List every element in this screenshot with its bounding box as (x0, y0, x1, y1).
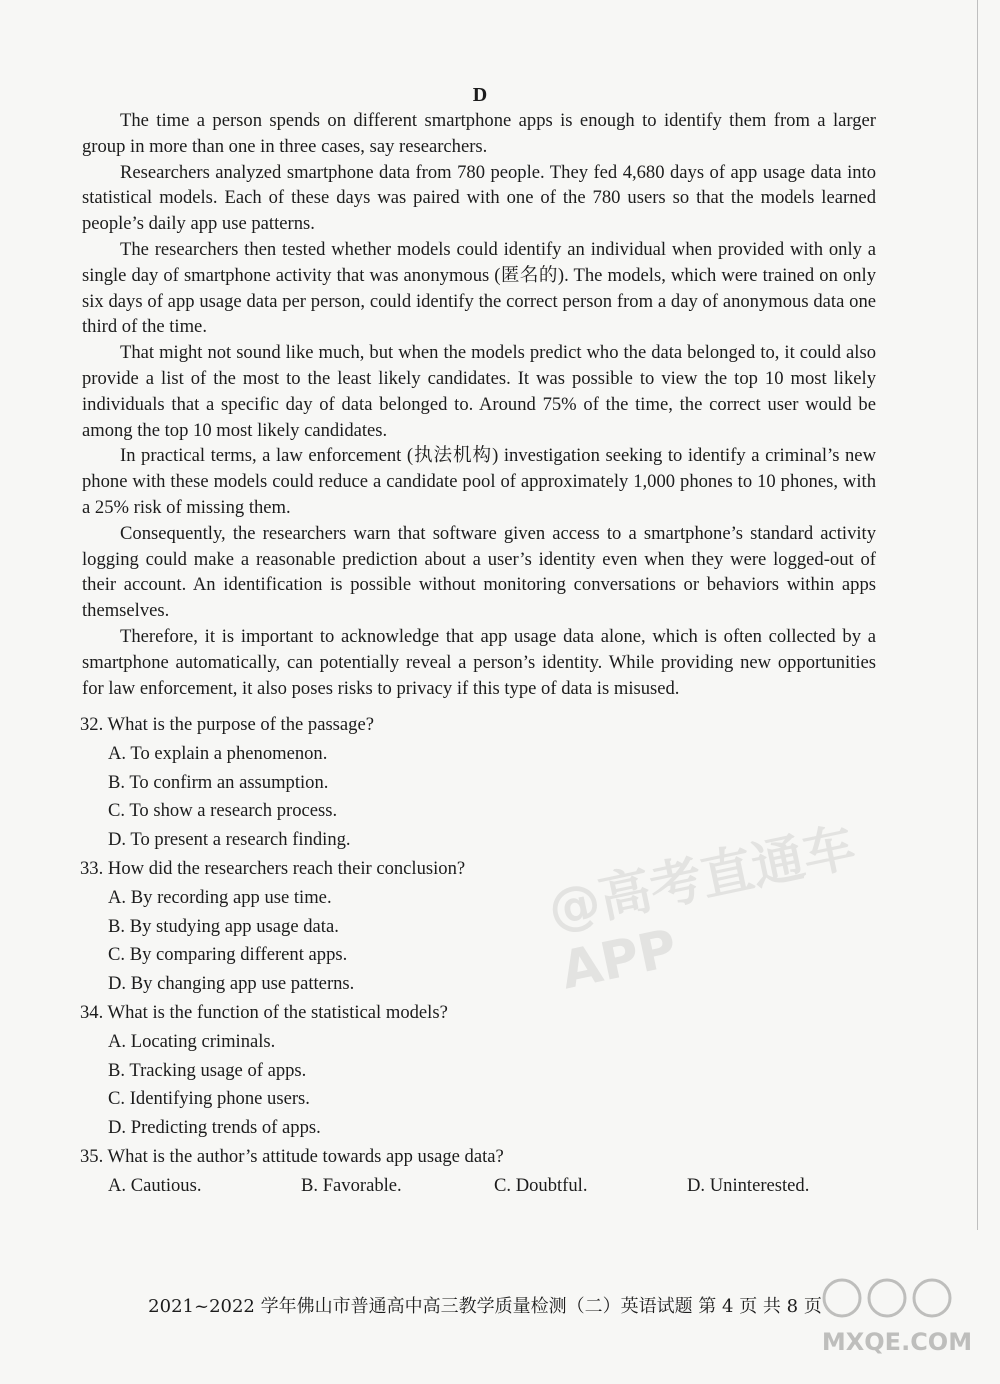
question-32 (80, 711, 880, 855)
passage-paragraph-3: The researchers then tested whether models could identify an individual when provided with only a single day of smartphone activity that was anonymous (匿名的). The models, which were trained on only six days of app usage data per person, could identify the correct person from a day of anonymous data one third of the time. (82, 238, 876, 338)
option-c: C. Doubtful. (494, 1174, 588, 1196)
question-33 (80, 855, 880, 999)
passage-paragraph-6: Consequently, the researchers warn that software given access to a smartphone’s standard activity logging could make a reasonable prediction about a user’s identity even when they were logged-out of their account. An identification is possible without monitoring conversations or behaviors within apps themselves. (82, 522, 876, 622)
question-35 (80, 1143, 880, 1201)
reading-passage (82, 108, 876, 701)
options-row (80, 1172, 880, 1201)
option-a: A. Locating criminals. (108, 1030, 276, 1052)
option-a: A. To explain a phenomenon. (108, 742, 328, 764)
question-stem: 34. What is the function of the statistical models? (80, 1001, 448, 1023)
question-stem: 35. What is the author’s attitude towards app usage data? (80, 1145, 504, 1167)
question-stem: 32. What is the purpose of the passage? (80, 714, 374, 735)
site-logo (812, 1270, 982, 1360)
logo-text: MXQE.COM (821, 1328, 973, 1356)
option-b: B. Favorable. (301, 1174, 402, 1196)
question-stem: 33. How did the researchers reach their conclusion? (80, 857, 466, 879)
option-c: C. Identifying phone users. (108, 1088, 310, 1110)
option-d: D. Predicting trends of apps. (108, 1117, 321, 1139)
page-footer: 2021~2022 学年佛山市普通高中高三教学质量检测（二）英语试题 第 4 页 共 8 页 (148, 1296, 822, 1317)
passage-paragraph-5: In practical terms, a law enforcement (执法机构) investigation seeking to identify a criminal’s new phone with these models could reduce a candidate pool of approximately 1,000 phones to 10 phones, with a 25% risk of missing them. (82, 445, 876, 518)
question-34 (80, 999, 880, 1143)
scan-edge-line (977, 0, 978, 1230)
passage-paragraph-1: The time a person spends on different smartphone apps is enough to identify them from a larger group in more than one in three cases, say researchers. (82, 110, 876, 157)
option-a: A. Cautious. (108, 1174, 202, 1196)
questions-list (80, 711, 880, 1201)
passage-paragraph-2: Researchers analyzed smartphone data from 780 people. They fed 4,680 days of app usage data into statistical models. Each of these days was paired with one of the 780 users so that the models learned people’s daily app use patterns. (82, 161, 876, 235)
option-c: C. By comparing different apps. (108, 944, 348, 966)
option-d: D. Uninterested. (687, 1174, 810, 1196)
passage-paragraph-7: Therefore, it is important to acknowledge that app usage data alone, which is often collected by a smartphone automatically, can potentially reveal a person’s identity. While providing new opportunities for law enforcement, it also poses risks to privacy if this type of data is misused. (82, 625, 876, 699)
option-d: D. By changing app use patterns. (108, 973, 355, 995)
section-letter: D (472, 84, 488, 106)
option-b: B. To confirm an assumption. (108, 771, 329, 793)
option-d: D. To present a research finding. (108, 829, 351, 851)
option-c: C. To show a research process. (108, 800, 338, 822)
option-b: B. By studying app usage data. (108, 915, 339, 937)
passage-paragraph-4: That might not sound like much, but when the models predict who the data belonged to, it could also provide a list of the most to the least likely candidates. It was possible to view the top 10 most likely individuals that a specific day of data belonged to. Around 75% of the time, the correct user would be among the top 10 most likely candidates. (82, 342, 876, 441)
option-b: B. Tracking usage of apps. (108, 1059, 307, 1081)
option-a: A. By recording app use time. (108, 886, 332, 908)
watermark: @高考直通车APP (542, 817, 861, 1002)
